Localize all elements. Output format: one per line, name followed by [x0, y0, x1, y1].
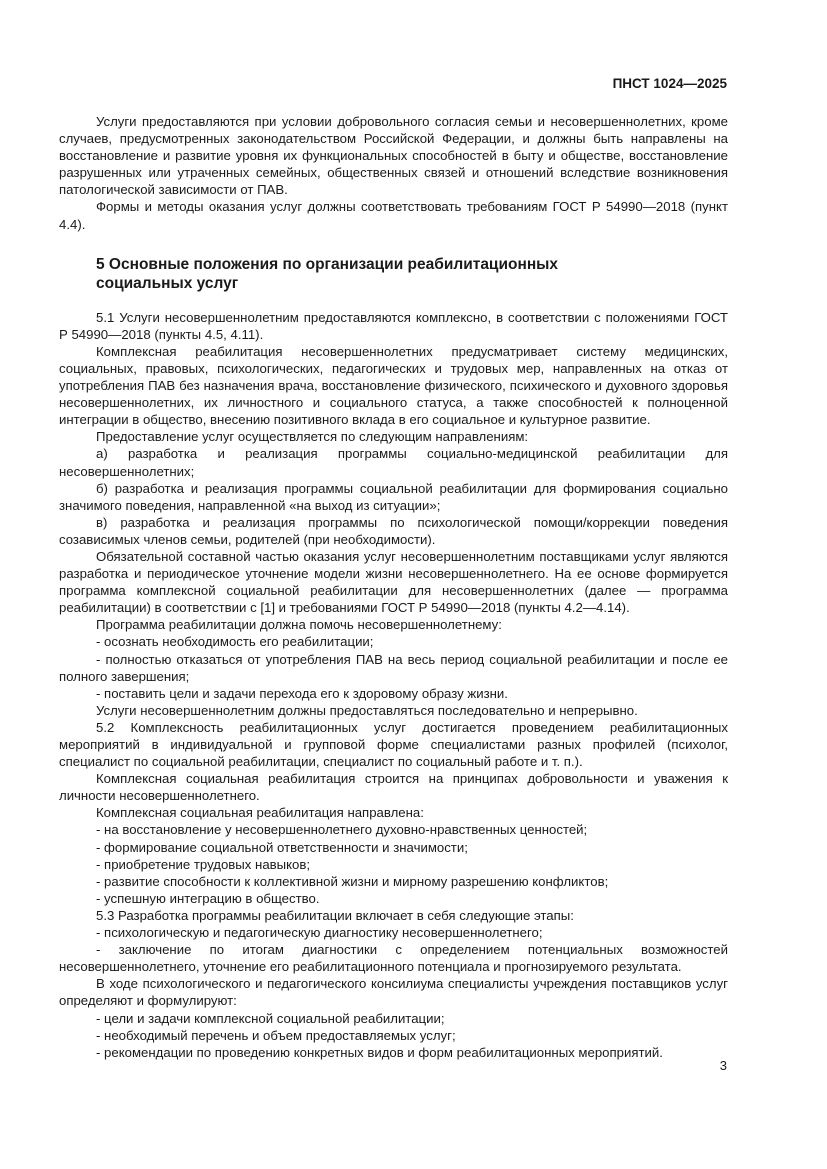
- list-item: - развитие способности к коллективной жизни и мирному разрешению конфликтов;: [96, 873, 609, 889]
- paragraph: Комплексная реабилитация несовершеннолетних предусматривает систему медицинских, социальных, правовых, психологических, педагогических и трудовых мер, направленных на отказ от употребления ПАВ без назначения врача, восстановление физического, психического и духовного здоровья несовершеннолетних, их личностного и социального статуса, а также способностей к полноценной интеграции в общество, внесению позитивного вклада в его социальное и культурное развитие.: [59, 343, 728, 428]
- paragraph-5-1: 5.1 Услуги несовершеннолетним предоставляются комплексно, в соответствии с положениями ГОСТ Р 54990—2018 (пункты 4.5, 4.11).: [59, 309, 728, 342]
- list-item: - приобретение трудовых навыков;: [96, 856, 311, 872]
- page-content: [59, 113, 728, 1061]
- section-title: 5 Основные положения по организации реабилитационных социальных услуг: [96, 255, 559, 293]
- intro-paragraph: Формы и методы оказания услуг должны соответствовать требованиям ГОСТ Р 54990—2018 (пункт 4.4).: [59, 199, 728, 232]
- list-item: - необходимый перечень и объем предоставляемых услуг;: [96, 1027, 456, 1043]
- list-item: - психологическую и педагогическую диагностику несовершеннолетнего;: [96, 925, 543, 941]
- list-item: - на восстановление у несовершеннолетнего духовно-нравственных ценностей;: [96, 822, 588, 838]
- paragraph-5-2: 5.2 Комплексность реабилитационных услуг достигается проведением реабилитационных мероприятий в индивидуальной и групповой форме специалистами разных профилей (психолог, специалист по социальной реабилитации, специалист по социальный работе и т. п.).: [59, 719, 728, 770]
- paragraph: Комплексная социальная реабилитация направлена:: [96, 805, 424, 821]
- paragraph: Предоставление услуг осуществляется по следующим направлениям:: [96, 429, 529, 445]
- page-number: 3: [719, 1058, 727, 1073]
- paragraph: Комплексная социальная реабилитация строится на принципах добровольности и уважения к личности несовершеннолетнего.: [59, 771, 728, 804]
- paragraph: Услуги несовершеннолетним должны предоставляться последовательно и непрерывно.: [96, 702, 638, 718]
- list-item-b: б) разработка и реализация программы социальной реабилитации для формирования социально значимого поведения, направленной «на выход из ситуации»;: [59, 480, 728, 513]
- list-item: - осознать необходимость его реабилитации;: [96, 634, 374, 650]
- list-item: - рекомендации по проведению конкретных видов и форм реабилитационных мероприятий.: [96, 1044, 663, 1060]
- intro-paragraph: Услуги предоставляются при условии добровольного согласия семьи и несовершеннолетних, кроме случаев, предусмотренных законодательством Российской Федерации, и должны быть направлены на восстановление и развитие уровня их функциональных способностей в быту и обществе, восстановление разрушенных или утраченных семейных, общественных связей и отношений вследствие возникновения патологической зависимости от ПАВ.: [59, 114, 728, 198]
- list-item-a: а) разработка и реализация программы социально-медицинской реабилитации для несовершеннолетних;: [59, 446, 728, 479]
- list-item: - полностью отказаться от употребления ПАВ на весь период социальной реабилитации и после ее полного завершения;: [59, 651, 728, 684]
- paragraph: Обязательной составной частью оказания услуг несовершеннолетним поставщиками услуг являются разработка и периодическое уточнение модели жизни несовершеннолетнего. На ее основе формируется программа комплексной социальной реабилитации для несовершеннолетних (далее — программа реабилитации) в соответствии с [1] и требованиями ГОСТ Р 54990—2018 (пункты 4.2—4.14).: [59, 548, 728, 616]
- paragraph: Программа реабилитации должна помочь несовершеннолетнему:: [96, 617, 502, 633]
- list-item: - поставить цели и задачи перехода его к здоровому образу жизни.: [96, 685, 508, 701]
- document-code: ПНСТ 1024—2025: [612, 76, 727, 91]
- paragraph-5-3: 5.3 Разработка программы реабилитации включает в себя следующие этапы:: [96, 907, 574, 923]
- list-item-c: в) разработка и реализация программы по психологической помощи/коррекции поведения созависимых членов семьи, родителей (при необходимости).: [59, 514, 728, 547]
- list-item: - формирование социальной ответственности и значимости;: [96, 839, 468, 855]
- paragraph: В ходе психологического и педагогического консилиума специалисты учреждения поставщиков услуг определяют и формулируют:: [59, 976, 728, 1009]
- list-item: - цели и задачи комплексной социальной реабилитации;: [96, 1010, 445, 1026]
- list-item: - заключение по итогам диагностики с определением потенциальных возможностей несовершеннолетнего, уточнение его реабилитационного потенциала и прогнозируемого результата.: [59, 942, 728, 975]
- list-item: - успешную интеграцию в общество.: [96, 890, 320, 906]
